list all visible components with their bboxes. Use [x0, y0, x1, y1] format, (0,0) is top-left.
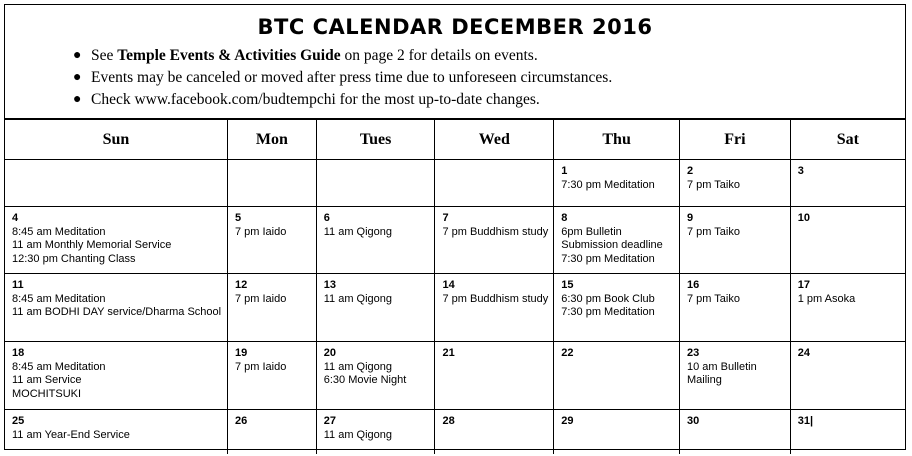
- day-cell: [316, 342, 435, 410]
- day-number: 28: [442, 415, 455, 427]
- event-list: [12, 293, 227, 320]
- event-item: 8:45 am Meditation: [12, 292, 106, 305]
- day-number: 1: [561, 165, 568, 177]
- event-item: 11 am Monthly Memorial Service: [12, 239, 172, 251]
- day-number: 17: [797, 279, 810, 291]
- event-item: 11 am Qigong: [323, 225, 393, 238]
- event-list: [235, 293, 316, 307]
- week-row: [5, 274, 905, 342]
- weekday-header: Sat: [790, 120, 905, 160]
- bullet-icon: ●: [73, 48, 82, 63]
- day-cell: [790, 274, 905, 342]
- day-cell: [554, 160, 680, 207]
- day-number: 19: [234, 347, 248, 359]
- event-item: 7 pm Taiko: [687, 178, 740, 191]
- weekday-header: Wed: [435, 120, 554, 160]
- event-list: [12, 429, 227, 443]
- event-item: 8:45 am Meditation: [12, 225, 106, 238]
- day-cell: [227, 207, 316, 274]
- calendar-frame: [4, 4, 906, 450]
- event-item: 11 am Qigong: [323, 428, 393, 441]
- event-item: 7:30 pm Meditation: [561, 178, 655, 191]
- note-text: on page 2 for details on events.: [340, 47, 538, 64]
- event-list: [442, 226, 553, 240]
- day-cell: [435, 207, 554, 274]
- day-number: 26: [234, 415, 248, 427]
- day-cell: [790, 410, 905, 454]
- week-row: [5, 207, 905, 274]
- bullet-icon: ●: [73, 92, 82, 107]
- day-number: 8: [561, 212, 568, 224]
- day-cell: [227, 160, 316, 207]
- note-text: Events may be canceled or moved after press time due to unforeseen circumstances.: [91, 69, 613, 86]
- event-list: [324, 361, 435, 388]
- notes-list: [73, 45, 612, 111]
- day-number: 23: [687, 347, 700, 359]
- weekday-header: Sun: [5, 120, 227, 160]
- day-number: 31|: [797, 415, 814, 427]
- day-number: 30: [687, 415, 700, 427]
- day-number: 6: [323, 212, 330, 224]
- event-item: 11 am Qigong: [323, 292, 393, 305]
- bullet-icon: ●: [73, 70, 82, 85]
- event-list: [324, 226, 435, 240]
- event-item: 7 pm Taiko: [687, 225, 740, 238]
- day-cell: [227, 342, 316, 410]
- day-cell: [5, 207, 227, 274]
- day-cell: [435, 160, 554, 207]
- event-item: 1 pm Asoka: [797, 292, 856, 305]
- event-list: [687, 226, 790, 240]
- event-item: 11 am Qigong: [323, 360, 393, 373]
- day-cell: [5, 160, 227, 207]
- event-item: 7:30 pm Meditation: [561, 306, 655, 318]
- event-item: 6pm Bulletin Submission deadline: [561, 225, 663, 251]
- day-number: 2: [687, 165, 694, 177]
- day-cell: [680, 342, 791, 410]
- event-item: 11 am Year-End Service: [12, 428, 130, 441]
- event-item: 11 am Service: [12, 374, 82, 386]
- event-item: 6:30 pm Book Club: [561, 292, 655, 305]
- event-list: [235, 361, 316, 375]
- day-cell: [316, 207, 435, 274]
- event-list: [561, 293, 679, 320]
- day-number: 27: [323, 415, 336, 427]
- day-number: 29: [561, 415, 574, 427]
- day-number: 12: [234, 279, 248, 291]
- event-item: 11 am BODHI DAY service/Dharma School: [12, 306, 222, 318]
- day-cell: [5, 274, 227, 342]
- event-item: MOCHITSUKI: [12, 387, 82, 400]
- calendar-header: [5, 5, 905, 119]
- day-number: 15: [561, 279, 574, 291]
- week-row: [5, 160, 905, 207]
- event-list: [442, 293, 553, 307]
- day-cell: [790, 207, 905, 274]
- day-cell: [554, 342, 680, 410]
- event-item: 7 pm Iaido: [234, 225, 287, 238]
- event-list: [687, 179, 790, 193]
- day-cell: [435, 410, 554, 454]
- day-cell: [227, 274, 316, 342]
- day-cell: [790, 160, 905, 207]
- calendar-grid: [5, 119, 905, 454]
- weekday-header: Tues: [316, 120, 435, 160]
- day-cell: [554, 207, 680, 274]
- day-cell: [5, 342, 227, 410]
- note-item: [73, 67, 612, 89]
- note-item: [73, 45, 612, 67]
- day-cell: [554, 410, 680, 454]
- day-number: 22: [561, 347, 574, 359]
- week-row: [5, 410, 905, 454]
- day-number: 3: [797, 165, 804, 177]
- event-item: 12:30 pm Chanting Class: [12, 252, 136, 265]
- day-cell: [680, 274, 791, 342]
- event-item: 7 pm Buddhism study: [442, 292, 549, 305]
- event-item: 8:45 am Meditation: [12, 360, 106, 373]
- event-item: 10 am Bulletin Mailing: [687, 360, 757, 386]
- day-number: 11: [12, 279, 24, 291]
- event-item: 6:30 Movie Night: [323, 374, 407, 386]
- day-cell: [5, 410, 227, 454]
- weekday-header: Thu: [554, 120, 680, 160]
- day-number: 24: [797, 347, 810, 359]
- event-list: [687, 293, 790, 307]
- event-list: [687, 361, 790, 388]
- note-text: See: [91, 47, 118, 64]
- day-cell: [435, 274, 554, 342]
- note-item: [73, 89, 612, 111]
- day-number: 16: [687, 279, 700, 291]
- event-list: [324, 293, 435, 307]
- calendar-body: [5, 160, 905, 454]
- event-item: 7 pm Buddhism study: [442, 225, 549, 238]
- day-cell: [680, 160, 791, 207]
- event-list: [12, 226, 227, 267]
- event-item: 7 pm Iaido: [234, 360, 287, 373]
- day-number: 4: [12, 212, 19, 224]
- event-list: [561, 226, 679, 267]
- day-cell: [316, 160, 435, 207]
- note-emphasis: Temple Events & Activities Guide: [117, 47, 341, 64]
- event-item: 7 pm Iaido: [234, 292, 287, 305]
- weekday-header-row: [5, 120, 905, 160]
- event-list: [798, 293, 905, 307]
- day-number: 7: [442, 212, 449, 224]
- day-cell: [554, 274, 680, 342]
- day-cell: [680, 410, 791, 454]
- day-cell: [790, 342, 905, 410]
- day-number: 9: [687, 212, 694, 224]
- day-number: 25: [12, 415, 25, 427]
- weekday-header: Mon: [227, 120, 316, 160]
- day-number: 5: [234, 212, 242, 224]
- event-item: 7 pm Taiko: [687, 292, 740, 305]
- day-cell: [435, 342, 554, 410]
- calendar-title: BTC CALENDAR DECEMBER 2016: [257, 15, 653, 39]
- event-item: 7:30 pm Meditation: [561, 252, 655, 265]
- week-row: [5, 342, 905, 410]
- event-list: [12, 361, 227, 402]
- day-number: 14: [442, 279, 455, 291]
- event-list: [324, 429, 435, 443]
- day-cell: [316, 274, 435, 342]
- day-cell: [680, 207, 791, 274]
- weekday-header: Fri: [680, 120, 791, 160]
- day-number: 13: [323, 279, 336, 291]
- day-number: 10: [797, 212, 810, 224]
- event-list: [561, 179, 679, 193]
- day-cell: [227, 410, 316, 454]
- note-text: Check www.facebook.com/budtempchi for the most up-to-date changes.: [91, 91, 540, 108]
- day-number: 18: [12, 347, 25, 359]
- day-cell: [316, 410, 435, 454]
- day-number: 21: [442, 347, 455, 359]
- day-number: 20: [323, 347, 336, 359]
- event-list: [235, 226, 316, 240]
